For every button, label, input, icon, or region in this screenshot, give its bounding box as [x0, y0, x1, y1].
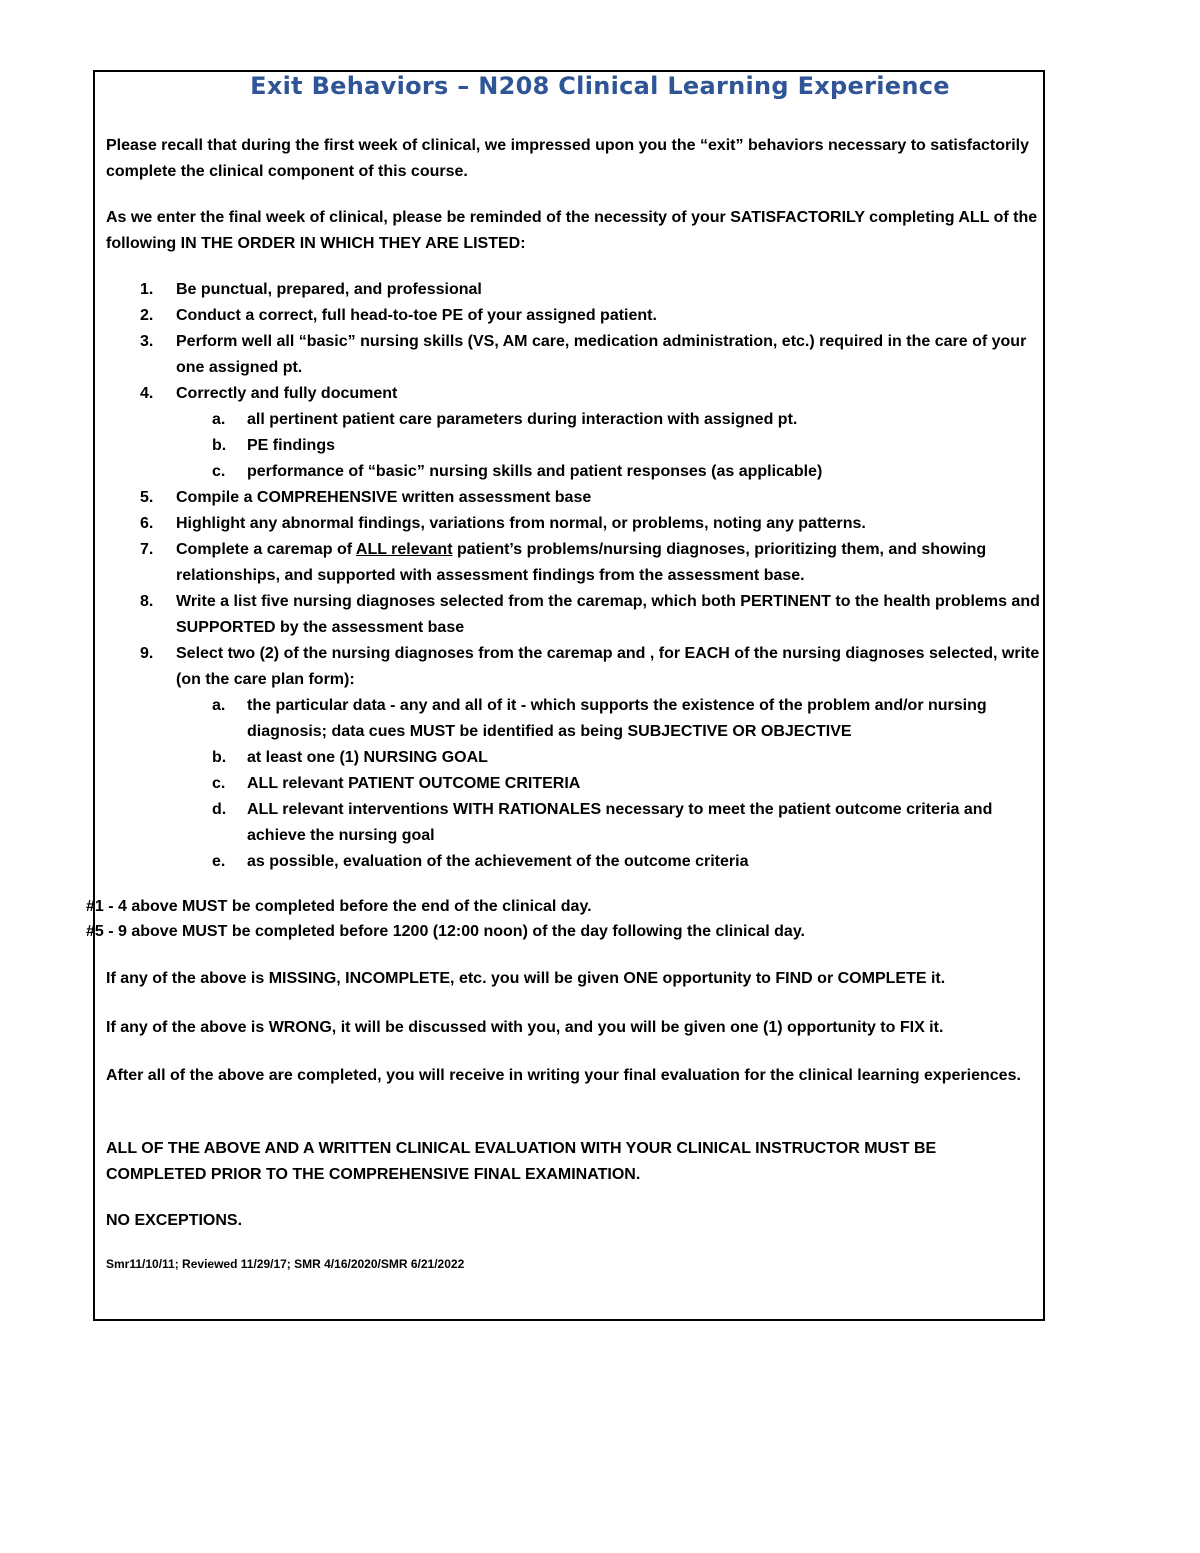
- sub-list-item: [106, 693, 1041, 745]
- list-item: [106, 277, 1041, 303]
- intro-paragraph-1: Please recall that during the first week of clinical, we impressed upon you the “exit” behaviors necessary to satisfactorily complete the clinical component of this course.: [106, 137, 1029, 180]
- sub-item-letter: e.: [212, 853, 226, 870]
- item-text: Highlight any abnormal findings, variations from normal, or problems, noting any patterns.: [176, 515, 866, 532]
- item-number: 1.: [140, 281, 154, 298]
- item-number: 6.: [140, 515, 154, 532]
- wrong-note: If any of the above is WRONG, it will be discussed with you, and you will be given one (1) opportunity to FIX it.: [106, 1019, 944, 1036]
- sub-item-letter: b.: [212, 437, 227, 454]
- sub-item-text: as possible, evaluation of the achievement of the outcome criteria: [247, 853, 749, 870]
- sub-list-item: [106, 849, 1041, 875]
- item-text-after: patient’s problems/nursing diagnoses, prioritizing them, and showing relationships, and supported with assessment findings from the assessment base.: [176, 541, 987, 584]
- list-item: [106, 511, 1041, 537]
- missing-note: If any of the above is MISSING, INCOMPLETE, etc. you will be given ONE opportunity to FIND or COMPLETE it.: [106, 970, 946, 987]
- item-number: 7.: [140, 541, 154, 558]
- list-item: [106, 641, 1041, 693]
- item-number: 9.: [140, 645, 154, 662]
- list-item: [106, 485, 1041, 511]
- sub-item-letter: b.: [212, 749, 227, 766]
- item-number: 2.: [140, 307, 154, 324]
- document-title: Exit Behaviors – N208 Clinical Learning Experience: [250, 72, 950, 100]
- list-item: [106, 329, 1041, 381]
- list-item: [106, 303, 1041, 329]
- sub-item-text: performance of “basic” nursing skills and patient responses (as applicable): [247, 463, 823, 480]
- item-number: 4.: [140, 385, 154, 402]
- sub-item-text: ALL relevant interventions WITH RATIONALES necessary to meet the patient outcome criteria and achieve the nursing goal: [247, 801, 993, 844]
- deadline-notes: [86, 894, 1036, 944]
- final-evaluation-note: After all of the above are completed, you will receive in writing your final evaluation for the clinical learning experiences.: [106, 1067, 1021, 1084]
- sub-list-item: [106, 407, 1041, 433]
- list-item: [106, 537, 1041, 589]
- revision-note: Smr11/10/11; Reviewed 11/29/17; SMR 4/16/2020/SMR 6/21/2022: [106, 1257, 465, 1271]
- sub-item-letter: d.: [212, 801, 227, 818]
- item-number: 8.: [140, 593, 154, 610]
- list-item: [106, 381, 1041, 407]
- deadline-note-1: #1 - 4 above MUST be completed before the end of the clinical day.: [86, 898, 592, 915]
- sub-item-letter: c.: [212, 463, 226, 480]
- item-text: Write a list five nursing diagnoses selected from the caremap, which both PERTINENT to the health problems and SUPPORTED by the assessment base: [176, 593, 1040, 636]
- item-text: Perform well all “basic” nursing skills (VS, AM care, medication administration, etc.) required in the care of your one assigned pt.: [176, 333, 1027, 376]
- item-text: Compile a COMPREHENSIVE written assessment base: [176, 489, 592, 506]
- sub-item-letter: a.: [212, 411, 226, 428]
- sub-item-text: at least one (1) NURSING GOAL: [247, 749, 488, 766]
- item-text-before: Complete a caremap of: [176, 541, 356, 558]
- sub-item-text: PE findings: [247, 437, 335, 454]
- deadline-note-2: #5 - 9 above MUST be completed before 1200 (12:00 noon) of the day following the clinical day.: [86, 923, 805, 940]
- item-text-underlined: ALL relevant: [355, 541, 453, 558]
- item-number: 3.: [140, 333, 154, 350]
- requirement-note: ALL OF THE ABOVE AND A WRITTEN CLINICAL EVALUATION WITH YOUR CLINICAL INSTRUCTOR MUST BE COMPLETED PRIOR TO THE COMPREHENSIVE FINAL EXAMINATION.: [106, 1140, 937, 1183]
- item-text: Correctly and fully document: [176, 385, 398, 402]
- sub-list-item: [106, 459, 1041, 485]
- sub-item-letter: a.: [212, 697, 226, 714]
- sub-list-item: [106, 745, 1041, 771]
- sub-list-item: [106, 797, 1041, 849]
- item-text: Conduct a correct, full head-to-toe PE of your assigned patient.: [176, 307, 657, 324]
- item-number: 5.: [140, 489, 154, 506]
- sub-item-text: ALL relevant PATIENT OUTCOME CRITERIA: [247, 775, 581, 792]
- no-exceptions-note: NO EXCEPTIONS.: [106, 1212, 243, 1229]
- sub-list-item: [106, 433, 1041, 459]
- item-text: Select two (2) of the nursing diagnoses from the caremap and , for EACH of the nursing diagnoses selected, write (on the care plan form):: [176, 645, 1040, 688]
- sub-item-text: all pertinent patient care parameters during interaction with assigned pt.: [247, 411, 798, 428]
- sub-list-item: [106, 771, 1041, 797]
- intro-paragraph-2: As we enter the final week of clinical, please be reminded of the necessity of your SATISFACTORILY completing ALL of the following IN THE ORDER IN WHICH THEY ARE LISTED:: [106, 209, 1038, 252]
- sub-item-letter: c.: [212, 775, 226, 792]
- item-text: Be punctual, prepared, and professional: [176, 281, 482, 298]
- exit-behaviors-list: [106, 277, 1041, 875]
- sub-item-text: the particular data - any and all of it - which supports the existence of the problem and/or nursing diagnosis; data cues MUST be identified as being SUBJECTIVE OR OBJECTIVE: [247, 697, 987, 740]
- list-item: [106, 589, 1041, 641]
